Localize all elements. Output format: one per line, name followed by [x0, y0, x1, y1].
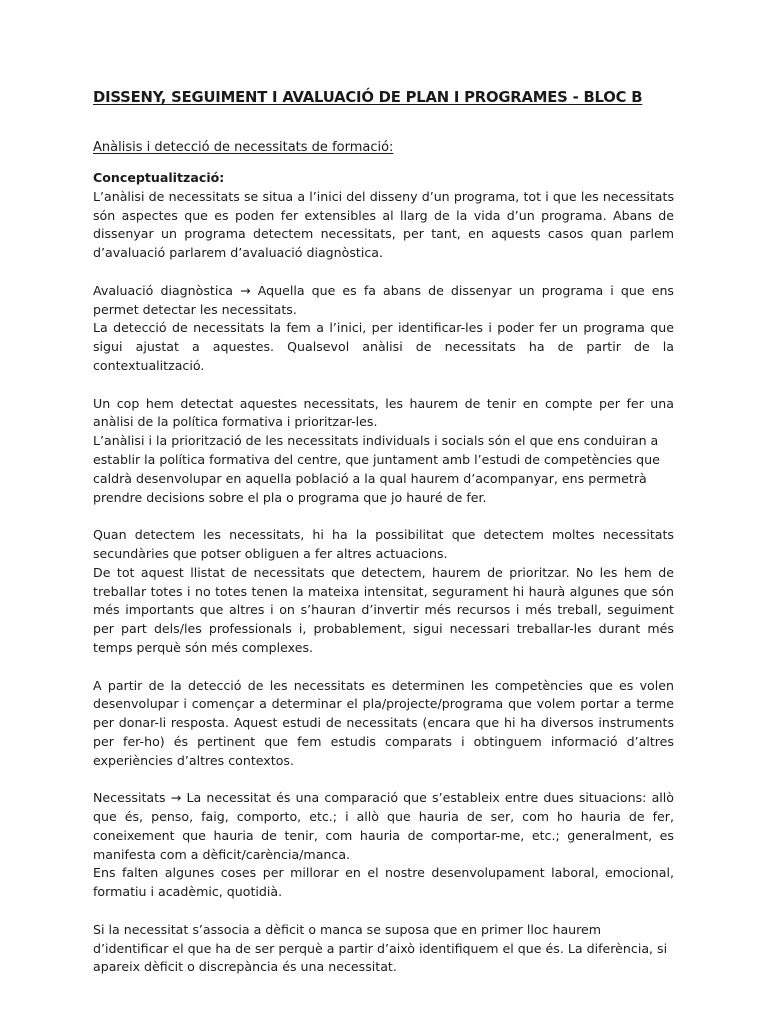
paragraph-gap — [93, 771, 674, 790]
section-subtitle: Anàlisis i detecció de necessitats de formació: — [93, 140, 394, 155]
paragraph-4: Un cop hem detectat aquestes necessitats, les haurem de tenir en compte per fer una anàlisi de la política formativa i prioritzar-les. — [93, 395, 674, 430]
paragraph-gap — [93, 263, 674, 282]
paragraph-8: A partir de la detecció de les necessitats es determinen les competències que es volen desenvolupar i començar a determinar el pla/projecte/programa que volem portar a terme per donar-li resposta. Aquest estudi de necessitats (encara que hi ha diversos instruments per fer-ho) és pertinent que fem estudis comparats i obtinguem informació d’altres experiències d’altres contextos. — [93, 677, 674, 768]
paragraph-7: De tot aquest llistat de necessitats que detectem, haurem de prioritzar. No les hem de treballar totes i no totes tenen la mateixa intensitat, segurament hi haurà algunes que són més importants que altres i on s’hauran d’invertir més recursos i més treball, seguiment per part dels/les professionals i, probablement, sigui necessari treballar-les durant més temps perquè són més complexes. — [93, 564, 674, 655]
paragraph-10: Ens falten algunes coses per millorar en el nostre desenvolupament laboral, emocional, formatiu i acadèmic, quotidià. — [93, 865, 674, 900]
paragraph-3: La detecció de necessitats la fem a l’inici, per identificar-les i poder fer un programa que sigui ajustat a aquestes. Qualsevol anàlisi de necessitats ha de partir de la contextualització. — [93, 320, 674, 373]
paragraph-gap — [93, 902, 674, 921]
paragraph-gap — [93, 376, 674, 395]
document-title: DISSENY, SEGUIMENT I AVALUACIÓ DE PLAN I PROGRAMES - BLOC B — [93, 89, 643, 106]
paragraph-2: Avaluació diagnòstica → Aquella que es fa abans de dissenyar un programa i que ens permet detectar les necessitats. — [93, 282, 674, 317]
section-heading: Conceptualització: — [93, 170, 225, 185]
paragraph-6: Quan detectem les necessitats, hi ha la possibilitat que detectem moltes necessitats secundàries que potser obliguen a fer altres actuacions. — [93, 527, 674, 561]
paragraph-9: Necessitats → La necessitat és una comparació que s’estableix entre dues situacions: allò que és, penso, faig, comporto, etc.; i allò que hauria de ser, com ho hauria de fer, coneixement que hauria de tenir, com hauria de comportar-me, etc.; generalment, es manifesta com a dèficit/carència/manca. — [93, 790, 674, 862]
paragraph-5: L’anàlisi i la priorització de les necessitats individuals i socials són el que ens conduiran a establir la política formativa del centre, que juntament amb l’estudi de competències que caldrà desenvolupar en aquella població a la qual haurem d’acompanyar, ens permetrà prendre decisions sobre el pla o programa que jo hauré de fer. — [93, 433, 660, 505]
paragraph-gap — [93, 507, 674, 526]
paragraph-1: L’anàlisi de necessitats se situa a l’inici del disseny d’un programa, tot i que les necessitats són aspectes que es poden fer extensibles al llarg de la vida d’un programa. Abans de dissenyar un programa detectem necessitats, per tant, en aquests casos quan parlem d’avaluació parlarem d’avaluació diagnòstica. — [93, 188, 674, 261]
paragraph-11: Si la necessitat s’associa a dèficit o manca se suposa que en primer lloc haurem d’identificar el que ha de ser perquè a partir d’això identifiquem el que és. La diferència, si apareix dèficit o discrepància és una necessitat. — [93, 921, 668, 975]
paragraph-gap — [93, 658, 674, 677]
